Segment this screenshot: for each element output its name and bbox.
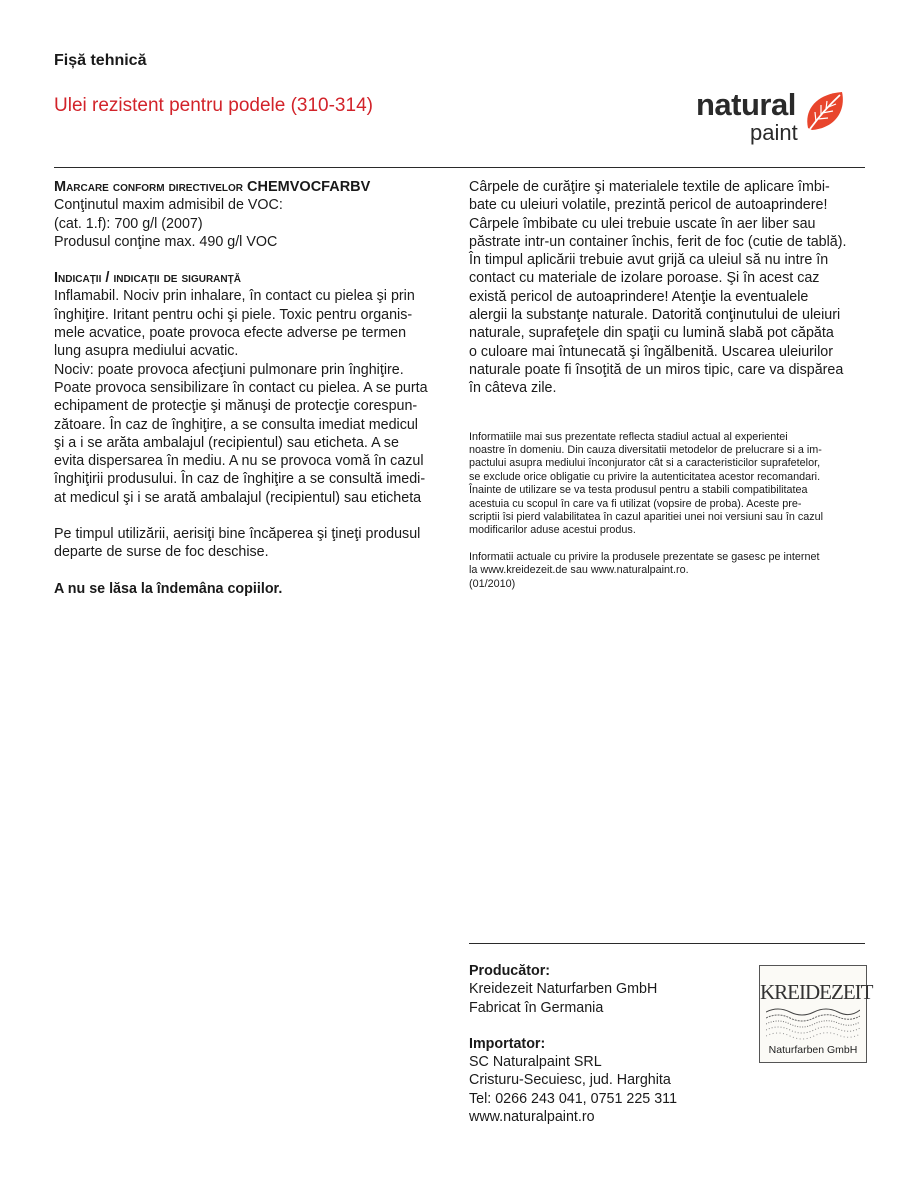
- rags-line: alergii la substanţe naturale. Datorită conţinutului de uleiuri: [469, 307, 841, 324]
- footer-divider: [469, 943, 865, 944]
- importer-line: Cristuru-Secuiesc, jud. Harghita: [469, 1072, 671, 1089]
- wave-pattern-icon: [766, 1004, 860, 1040]
- producer-label: Producător:: [469, 963, 551, 979]
- disclaimer-line: acestuia cu scopul în care va fi utilizat (vopsire de proba). Aceste pre-: [469, 497, 802, 510]
- leaf-icon: [802, 88, 848, 136]
- children-warning: A nu se lăsa la îndemâna copiilor.: [54, 580, 283, 597]
- rags-line: bate cu uleiuri volatile, prezintă pericol de autoaprindere!: [469, 197, 828, 214]
- disclaimer-line: se exclude orice obligatie cu privire la autenticitatea acestor recomandari.: [469, 470, 821, 483]
- voc-line: Conţinutul maxim admisibil de VOC:: [54, 197, 283, 214]
- safety-line: înghiţire. Iritant pentru ochi şi piele. Toxic pentru organis-: [54, 306, 413, 323]
- rags-line: contact cu materiale de izolare poroase. Şi în acest caz: [469, 270, 820, 287]
- rags-line: Cârpele îmbibate cu ulei trebuie uscate în aer liber sau: [469, 215, 816, 232]
- importer-line: Tel: 0266 243 041, 0751 225 311: [469, 1090, 678, 1107]
- rags-line: păstrate intr-un container închis, ferit de foc (cutie de tablă).: [469, 233, 847, 250]
- rags-line: în câteva zile.: [469, 380, 557, 397]
- info-line: la www.kreidezeit.de sau www.naturalpaint.ro.: [469, 564, 689, 577]
- kreidezeit-logo-subtitle: Naturfarben GmbH: [768, 1044, 858, 1056]
- safety-line: Poate provoca sensibilizare în contact cu pielea. A se purta: [54, 379, 428, 396]
- rags-line: Cârpele de curăţire şi materialele textile de aplicare îmbi-: [469, 179, 830, 195]
- producer-block: [469, 962, 739, 1126]
- document-type: Fișă tehnică: [54, 52, 147, 69]
- safety-line: at medicul şi i se arată ambalajul (recipientul) sau eticheta: [54, 489, 422, 506]
- info-line: (01/2010): [469, 577, 516, 590]
- logo-word-natural: natural: [696, 87, 796, 122]
- producer-line: Kreidezeit Naturfarben GmbH: [469, 981, 658, 998]
- disclaimer-line: modificarilor aduse acestui produs.: [469, 524, 636, 537]
- rags-line: În timpul aplicării trebuie avut grijă ca uleiul să nu intre în: [469, 252, 829, 269]
- product-title: Ulei rezistent pentru podele (310-314): [54, 95, 373, 116]
- natural-paint-logo: [696, 88, 850, 150]
- safety-line: Inflamabil. Nociv prin inhalare, în contact cu pielea şi prin: [54, 288, 415, 305]
- voc-line: (cat. 1.f): 700 g/l (2007): [54, 215, 203, 232]
- rags-line: naturale, suprafeţele din spaţii cu lumină slabă pot căpăta: [469, 325, 834, 342]
- rags-line: naturale poate fi însoţită de un miros tipic, care va dispărea: [469, 361, 844, 378]
- importer-label: Importator:: [469, 1035, 546, 1052]
- safety-line: înghiţirii produsului. În caz de înghiţire a se consultă imedi-: [54, 471, 426, 488]
- ventilation-line: departe de surse de foc deschise.: [54, 544, 269, 561]
- disclaimer-line: scriptii îsi pierd valabilitatea în cazul aparitiei unei noi versiuni sau în cazul: [469, 511, 824, 523]
- kreidezeit-logo: [759, 965, 873, 1063]
- safety-line: mele acvatice, poate provoca efecte adverse pe termen: [54, 325, 407, 342]
- voc-heading: Marcare conform directivelor CHEMVOCFARBV: [54, 179, 371, 195]
- safety-line: echipament de protecţie şi mănuşi de protecţie corespun-: [54, 398, 418, 415]
- importer-website: www.naturalpaint.ro: [469, 1109, 595, 1126]
- ventilation-line: Pe timpul utilizării, aerisiţi bine încăperea şi ţineţi produsul: [54, 526, 421, 543]
- kreidezeit-logo-name: KREIDEZEIT: [760, 980, 873, 1004]
- disclaimer-line: pactului asupra mediului înconjurator cât si a caracteristicilor suprafetelor,: [469, 457, 821, 470]
- safety-line: zătoare. În caz de înghiţire, a se consulta imediat medicul: [54, 416, 418, 433]
- safety-line: evita dispersarea în mediu. A nu se provoca vomă în cazul: [54, 453, 424, 470]
- voc-line: Produsul conţine max. 490 g/l VOC: [54, 233, 278, 250]
- disclaimer-line: Înainte de utilizare se va testa produsul pentru a stabili compatibilitatea: [469, 484, 808, 497]
- rags-line: există pericol de autoaprindere! Atenţie la eventualele: [469, 288, 809, 305]
- safety-line: şi a i se arăta ambalajul (recipientul) sau eticheta. A se: [54, 434, 399, 451]
- disclaimer-line: Informatiile mai sus prezentate reflecta stadiul actual al experientei: [469, 430, 788, 443]
- safety-line: Nociv: poate provoca afecţiuni pulmonare prin înghiţire.: [54, 361, 404, 378]
- left-column: [54, 178, 450, 598]
- disclaimer-line: noastre în domeniu. Din cauza diversitatii metodelor de prelucrare si a im-: [469, 443, 822, 456]
- header-divider: [54, 167, 865, 168]
- info-line: Informatii actuale cu privire la produsele prezentate se gasesc pe internet: [469, 550, 820, 563]
- safety-line: lung asupra mediului acvatic.: [54, 343, 239, 360]
- safety-heading: Indicaţii / indicaţii de siguranţă: [54, 270, 241, 287]
- producer-line: Fabricat în Germania: [469, 999, 604, 1016]
- rags-line: o culoare mai întunecată şi îngălbenită. Uscarea uleiurilor: [469, 343, 833, 360]
- importer-line: SC Naturalpaint SRL: [469, 1054, 602, 1071]
- logo-word-paint: paint: [750, 120, 798, 145]
- right-column: [469, 178, 869, 591]
